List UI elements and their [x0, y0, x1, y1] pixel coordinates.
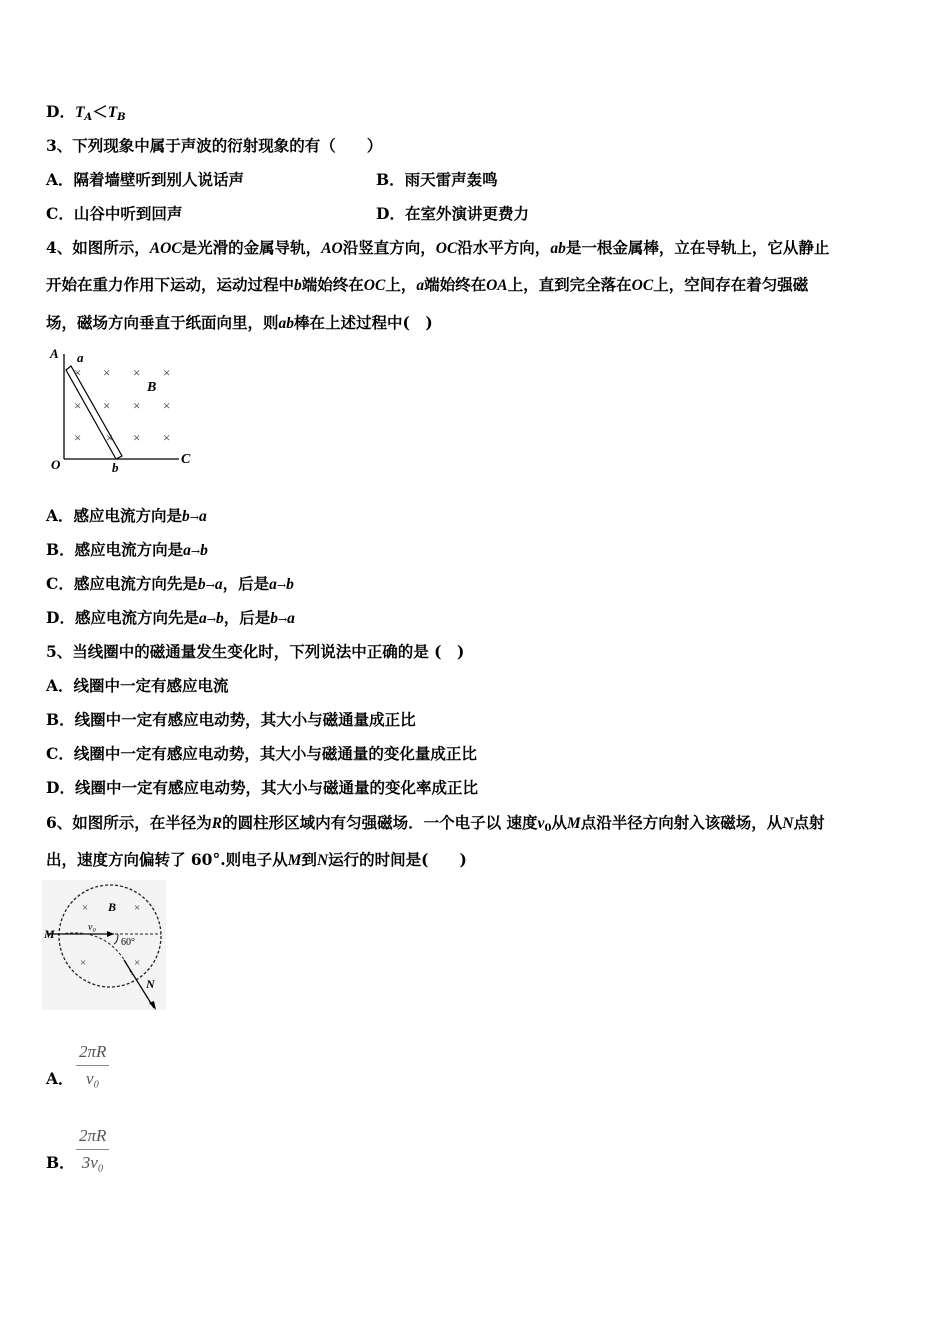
q5-option-c — [46, 743, 906, 765]
option-text: 感应电流方向先是 — [73, 574, 198, 593]
text: 是一根金属棒，立在导轨上，它从静止 — [565, 238, 830, 257]
text: 棒在上述过程中( ) — [294, 313, 433, 332]
q5-option-b — [46, 709, 906, 731]
subscript: B — [117, 112, 126, 123]
option-label: D． — [376, 204, 405, 223]
var-t: T — [107, 104, 118, 121]
fraction-bar — [76, 1065, 109, 1066]
label-M: M — [44, 927, 55, 941]
cross-mark: × — [134, 902, 141, 914]
var: AO — [321, 240, 343, 257]
q5-option-d — [46, 777, 906, 799]
q6-option-a-fraction — [76, 1042, 109, 1089]
q4-figure — [44, 344, 200, 476]
cross-mark: × — [103, 365, 111, 380]
option-label: A． — [46, 676, 74, 695]
var: b — [197, 576, 206, 593]
var: v — [537, 815, 545, 832]
q6-stem-line1 — [46, 812, 906, 840]
fraction-bar — [76, 1149, 109, 1150]
text: 4、如图所示， — [46, 238, 150, 257]
option-label: C． — [46, 204, 74, 223]
text: 6、如图所示，在半径为 — [46, 813, 212, 832]
text: 点沿半径方向射入该磁场，从 — [580, 813, 783, 832]
q6-option-b-label: B． — [46, 1153, 75, 1172]
option-label: B． — [376, 170, 405, 189]
relation: ＜ — [92, 102, 108, 121]
q4-option-a — [46, 505, 906, 529]
text: 开始在重力作用下运动，运动过程中 — [46, 275, 295, 294]
option-label: D． — [46, 608, 75, 627]
label-O: O — [51, 457, 61, 472]
arrow: → — [206, 613, 216, 626]
var: b — [215, 610, 224, 627]
var: a — [214, 576, 223, 593]
option-label: B． — [46, 540, 75, 559]
var: a — [416, 277, 425, 294]
option-text: ，后是 — [223, 608, 271, 627]
option-text: 线圈中一定有感应电动势，其大小与磁通量的变化量成正比 — [73, 744, 477, 763]
cross-mark: × — [163, 365, 171, 380]
text: 上，直到完全落在 — [507, 275, 632, 294]
cross-mark: × — [133, 365, 141, 380]
q3-option-a — [46, 170, 244, 189]
label-v0: v₀ — [88, 922, 96, 933]
label-B: B — [147, 380, 157, 395]
var: a — [269, 576, 277, 593]
arrow: → — [277, 613, 288, 626]
var: OA — [486, 277, 508, 294]
subscript: A — [84, 112, 93, 123]
text: 是光滑的金属导轨， — [181, 238, 322, 257]
cross-mark: × — [163, 398, 171, 413]
var: b — [270, 610, 278, 627]
label-angle: 60° — [121, 937, 135, 948]
option-text: 雨天雷声轰鸣 — [404, 170, 498, 189]
q4-stem-line2 — [46, 274, 906, 297]
q4-stem-line1 — [46, 237, 906, 260]
var: a — [183, 542, 191, 559]
q4-stem-line3 — [46, 312, 906, 335]
q5-stem: 5、当线圈中的磁通量发生变化时，下列说法中正确的是 ( ) — [46, 642, 465, 661]
option-label: D． — [46, 102, 75, 121]
option-label: C． — [46, 574, 74, 593]
option-label: A． — [46, 170, 74, 189]
cross-mark: × — [74, 398, 82, 413]
text: 场，磁场方向垂直于纸面向里，则 — [46, 313, 279, 332]
var-t: T — [74, 104, 85, 121]
q3-option-d — [376, 203, 529, 225]
text: 到 — [301, 850, 317, 869]
var: N — [316, 852, 329, 869]
var: R — [211, 815, 223, 832]
var: N — [782, 815, 794, 832]
var: a — [287, 610, 295, 627]
cross-mark: × — [106, 430, 114, 445]
q2-option-d — [46, 101, 906, 129]
option-text: 隔着墙壁听到别人说话声 — [73, 170, 245, 189]
option-text: 线圈中一定有感应电流 — [73, 676, 229, 695]
q6-option-b-fraction — [76, 1126, 109, 1173]
option-text: 山谷中听到回声 — [73, 204, 183, 223]
option-label: C． — [46, 744, 74, 763]
option-text: 线圈中一定有感应电动势，其大小与磁通量的变化率成正比 — [74, 778, 478, 797]
q3-options-row1 — [46, 169, 906, 191]
text: 点射 — [793, 813, 825, 832]
arrow: → — [190, 545, 201, 558]
cross-mark: × — [134, 957, 141, 969]
var: ab — [550, 240, 566, 257]
var: OC — [435, 240, 458, 257]
var: b — [294, 277, 302, 294]
cross-mark: × — [103, 398, 111, 413]
q4-option-c — [46, 573, 906, 597]
option-text: 感应电流方向先是 — [74, 608, 199, 627]
q3-stem: 3、下列现象中属于声波的衍射现象的有（ ） — [46, 136, 383, 155]
text: 沿竖直方向， — [342, 238, 436, 257]
var: AOC — [149, 240, 182, 257]
option-label: A． — [46, 506, 74, 525]
arrow: → — [276, 579, 287, 592]
var: M — [287, 852, 302, 869]
q6-stem-line2 — [46, 849, 906, 872]
cross-mark: × — [80, 957, 87, 969]
var: b — [200, 542, 208, 559]
text: 的圆柱形区域内有匀强磁场．一个电子以 速度 — [222, 813, 538, 832]
option-text: 感应电流方向是 — [74, 540, 184, 559]
option-text: ，后是 — [222, 574, 270, 593]
cross-mark: × — [133, 430, 141, 445]
denominator: v₀ — [85, 1069, 100, 1088]
arrow: → — [189, 511, 200, 524]
arrow: → — [205, 579, 215, 592]
denominator: 3v₀ — [81, 1153, 104, 1172]
cross-mark: × — [74, 430, 82, 445]
text: 从 — [551, 813, 567, 832]
var: OC — [631, 277, 654, 294]
option-label: B． — [46, 710, 75, 729]
option-label: D． — [46, 778, 75, 797]
q6-figure — [42, 880, 166, 1010]
var: M — [566, 815, 581, 832]
text: 端始终在 — [301, 275, 364, 294]
option-text: 感应电流方向是 — [73, 506, 183, 525]
option-text: 在室外演讲更费力 — [404, 204, 529, 223]
var: OC — [363, 277, 386, 294]
q6-option-a-label: A． — [46, 1069, 74, 1088]
text: 端始终在 — [424, 275, 487, 294]
text: 上，空间存在着匀强磁 — [653, 275, 809, 294]
q5-option-a — [46, 675, 906, 697]
label-a: a — [77, 350, 84, 365]
text: 上， — [385, 275, 417, 294]
text: 沿水平方向， — [457, 238, 551, 257]
var: a — [198, 610, 207, 627]
q4-option-d — [46, 607, 906, 631]
q3-option-b — [376, 169, 498, 191]
cross-mark: × — [163, 430, 171, 445]
text: 出，速度方向偏转了 60°.则电子从 — [46, 850, 288, 869]
var: b — [182, 508, 190, 525]
var: ab — [278, 315, 295, 332]
label-A: A — [50, 346, 59, 361]
q3-options-row2 — [46, 203, 906, 225]
label-N: N — [146, 977, 155, 991]
label-B: B — [108, 900, 117, 914]
numerator: 2πR — [79, 1126, 107, 1145]
subscript: 0 — [544, 823, 552, 834]
q4-option-b — [46, 539, 906, 563]
cross-mark: × — [74, 365, 82, 380]
cross-mark: × — [82, 902, 89, 914]
numerator: 2πR — [79, 1042, 107, 1061]
var: a — [199, 508, 207, 525]
var: b — [286, 576, 294, 593]
text: 运行的时间是( ) — [328, 850, 467, 869]
cross-mark: × — [133, 398, 141, 413]
label-b: b — [112, 460, 119, 475]
q3-option-c — [46, 204, 182, 223]
option-text: 线圈中一定有感应电动势，其大小与磁通量成正比 — [74, 710, 416, 729]
label-C: C — [181, 452, 191, 467]
